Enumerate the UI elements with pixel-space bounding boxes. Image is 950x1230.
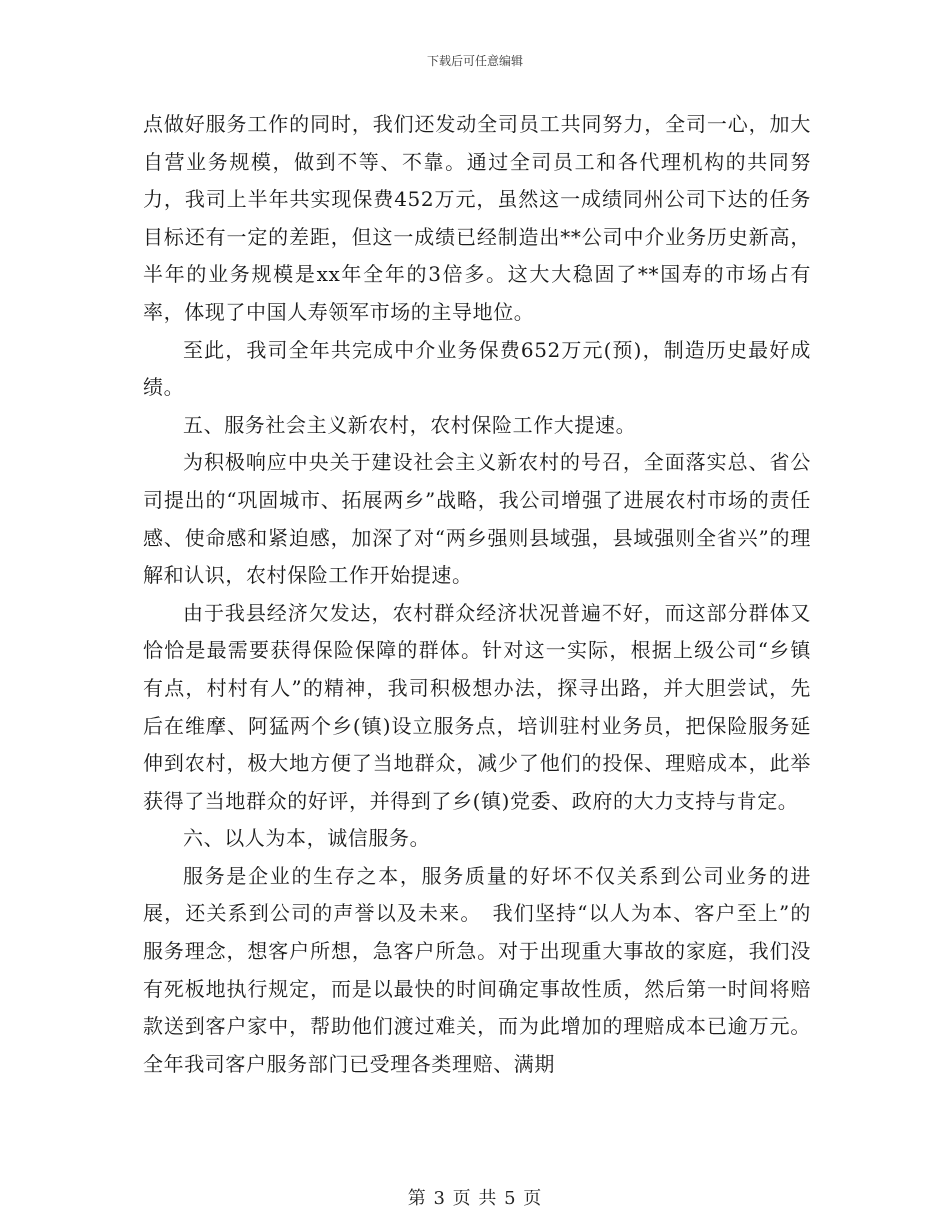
paragraph: 由于我县经济欠发达，农村群众经济状况普遍不好，而这部分群体又恰恰是最需要获得保险保障的群体。针对这一实际，根据上级公司“乡镇有点，村村有人”的精神，我司积极想办法，探寻出路，并大胆尝试，先后在维摩、阿猛两个乡(镇)设立服务点，培训驻村业务员，把保险服务延伸到农村，极大地方便了当地群众，减少了他们的投保、理赔成本，此举获得了当地群众的好评，并得到了乡(镇)党委、政府的大力支持与肯定。 [143,600,811,813]
header-note: 下载后可任意编辑 [426,54,523,68]
body-text [143,106,811,1083]
paragraph: 至此，我司全年共完成中介业务保费652万元(预)，制造历史最好成绩。 [143,337,811,400]
page-number: 第 3 页 共 5 页 [407,1188,543,1209]
paragraph: 为积极响应中央关于建设社会主义新农村的号召，全面落实总、省公司提出的“巩固城市、拓展两乡”战略，我公司增强了进展农村市场的责任感、使命感和紧迫感，加深了对“两乡强则县域强，县域强则全省兴”的理解和认识，农村保险工作开始提速。 [143,450,811,588]
section-heading: 六、以人为本，诚信服务。 [183,826,431,851]
paragraph: 点做好服务工作的同时，我们还发动全司员工共同努力，全司一心，加大自营业务规模，做到不等、不靠。通过全司员工和各代理机构的共同努力，我司上半年共实现保费452万元，虽然这一成绩同州公司下达的任务目标还有一定的差距，但这一成绩已经制造出**公司中介业务历史新高，半年的业务规模是xx年全年的3倍多。这大大稳固了**国寿的市场占有率，体现了中国人寿领军市场的主导地位。 [143,112,811,324]
paragraph: 服务是企业的生存之本，服务质量的好坏不仅关系到公司业务的进展，还关系到公司的声誉以及未来。 我们坚持“以人为本、客户至上”的服务理念，想客户所想，急客户所急。对于出现重大事故的家庭，我们没有死板地执行规定，而是以最快的时间确定事故性质，然后第一时间将赔款送到客户家中，帮助他们渡过难关，而为此增加的理赔成本已逾万元。全年我司客户服务部门已受理各类理赔、满期 [143,863,811,1076]
section-heading: 五、服务社会主义新农村，农村保险工作大提速。 [183,412,637,437]
